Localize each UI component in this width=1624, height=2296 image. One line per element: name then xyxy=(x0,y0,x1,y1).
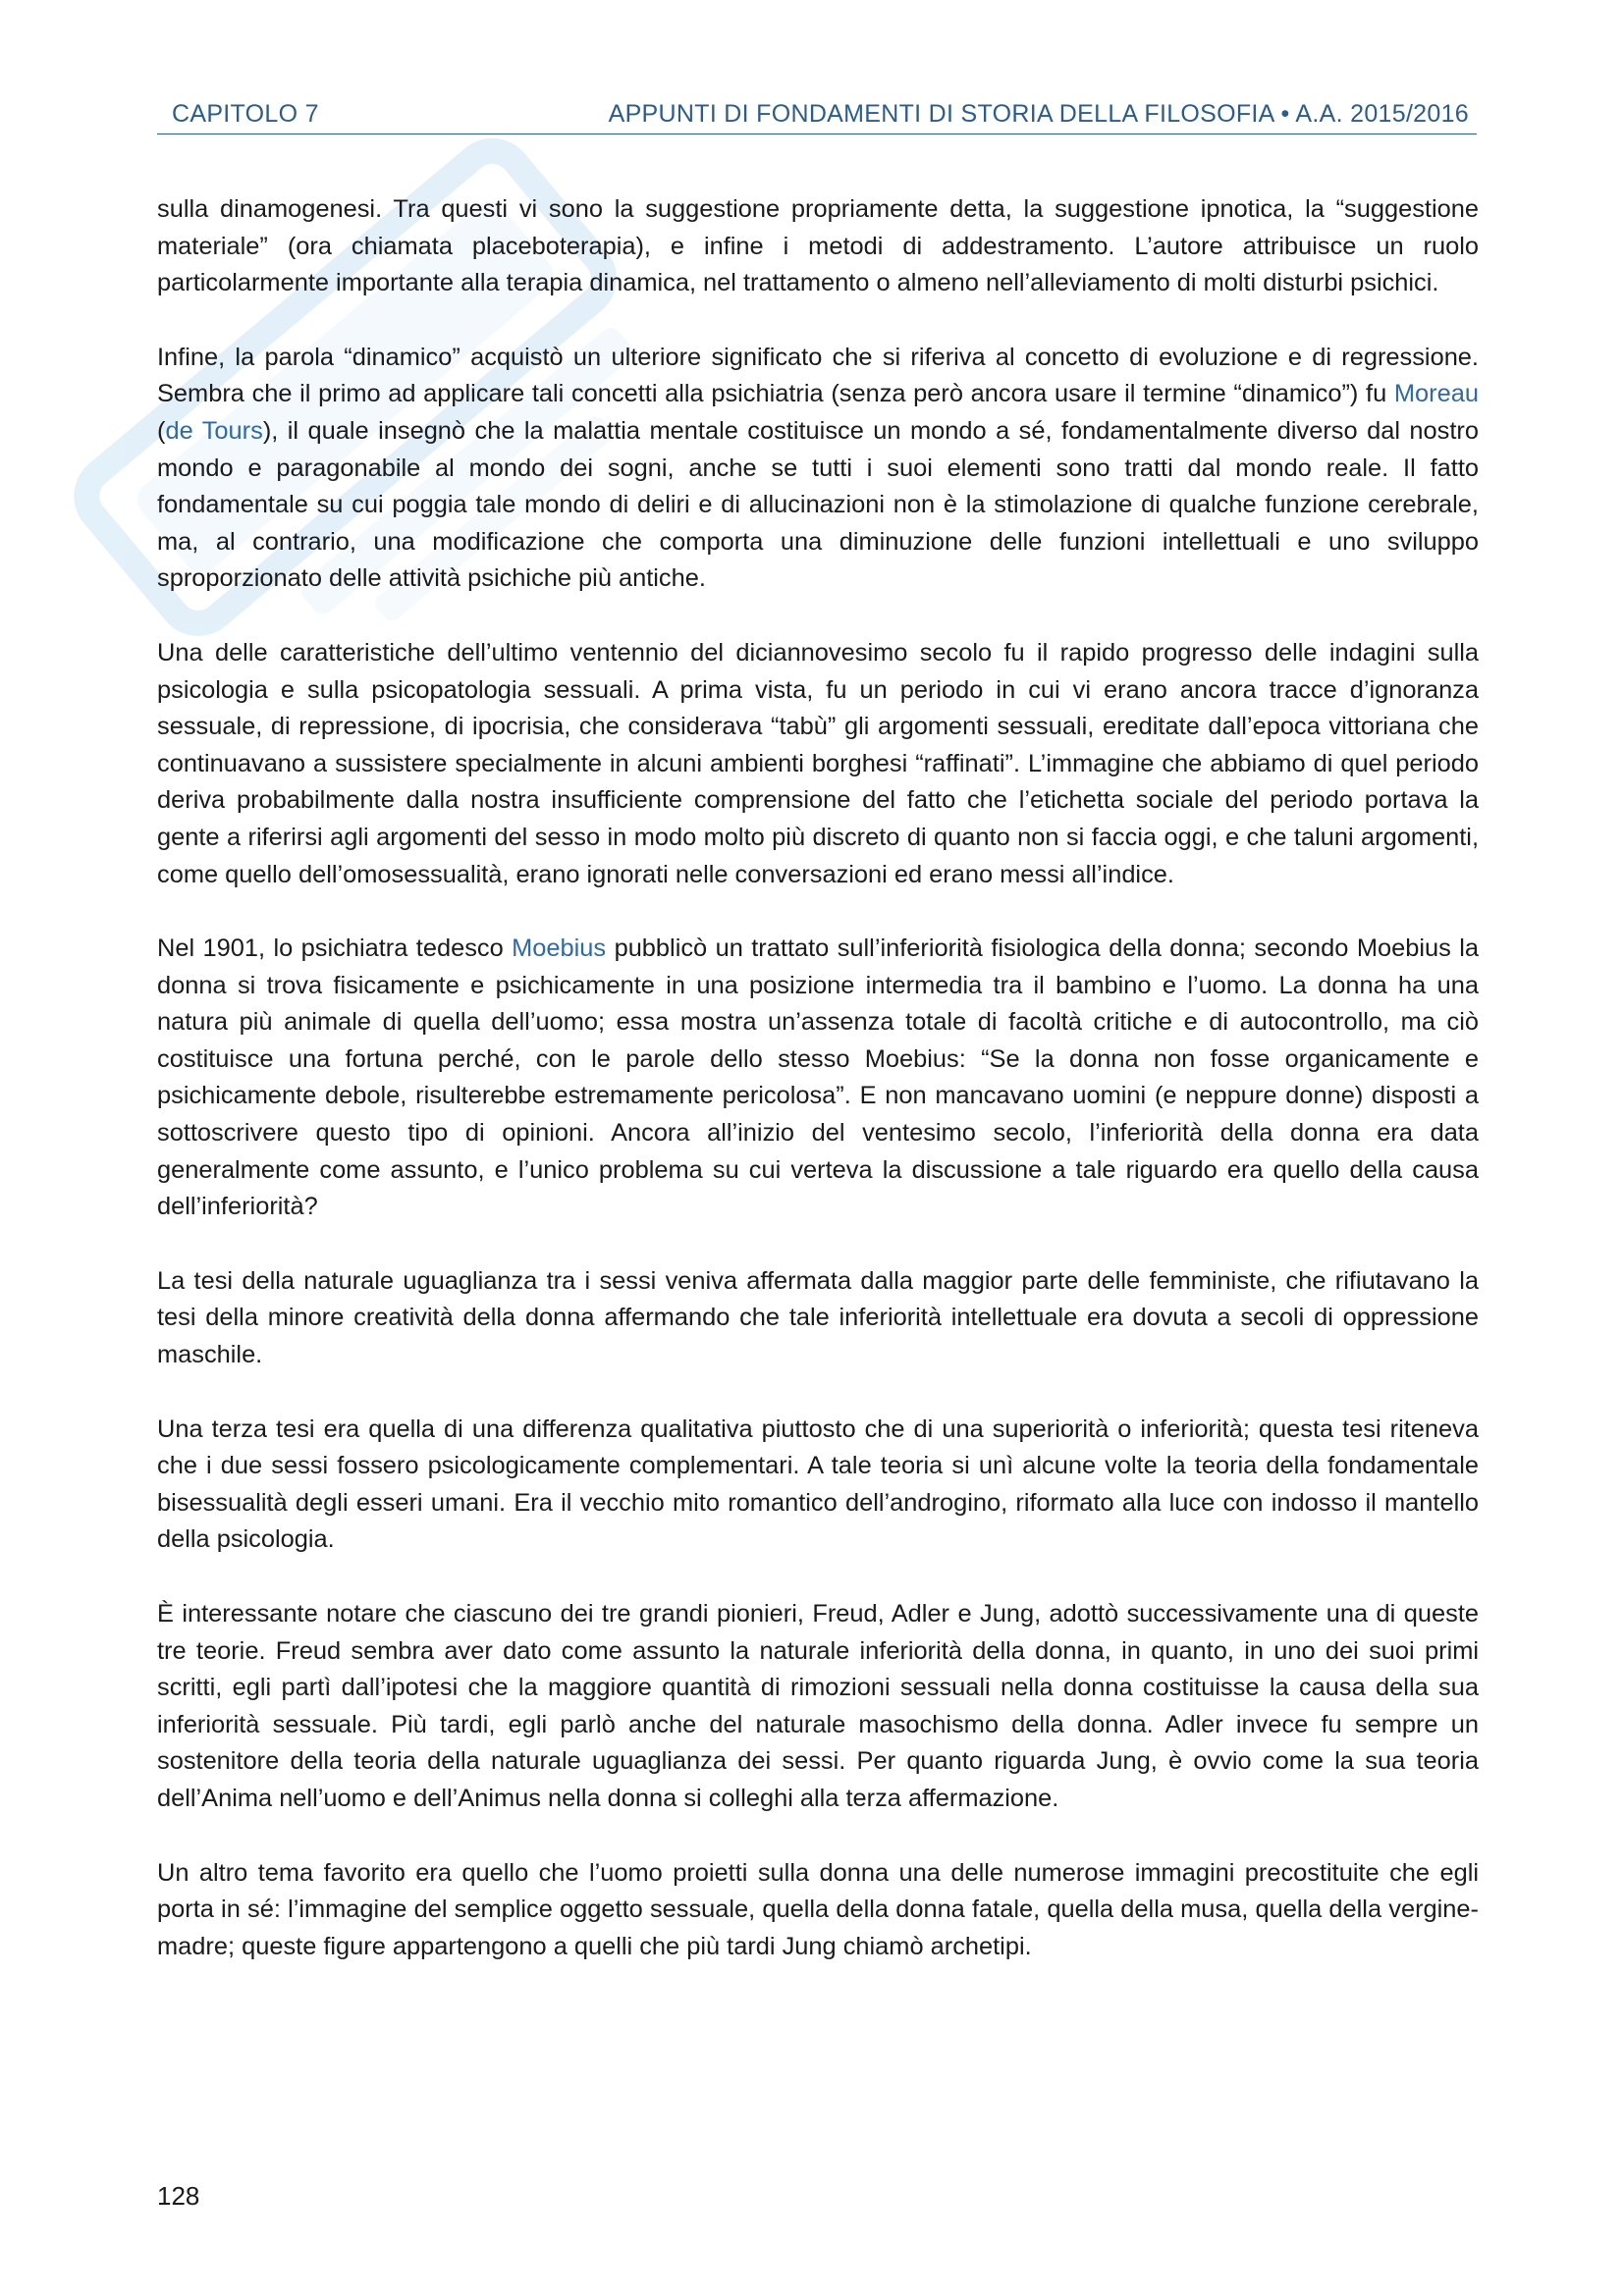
running-header xyxy=(157,94,1477,134)
link-moreau[interactable]: Moreau xyxy=(1393,380,1479,408)
paragraph-2-part-a: Infine, la parola “dinamico” acquistò un ulteriore significato che si riferiva al concetto di evoluzione e di regressione. Sembra che il primo ad applicare tali concetti alla psichiatria (senza però ancora usare il termine “dinamico”) fu xyxy=(157,343,1479,408)
body-text xyxy=(157,191,1479,2002)
paragraph-8: Un altro tema favorito era quello che l’uomo proietti sulla donna una delle numerose immagini precostituite che egli porta in sé: l’immagine del semplice oggetto sessuale, quella della donna fatale, quella della musa, quella della vergine-madre; queste figure appartengono a quelli che più tardi Jung chiamò archetipi. xyxy=(157,1858,1479,1960)
paragraph-2 xyxy=(157,340,1479,598)
link-moebius[interactable]: Moebius xyxy=(512,934,607,963)
paragraph-7: È interessante notare che ciascuno dei tre grandi pionieri, Freud, Adler e Jung, adottò successivamente una di queste tre teorie. Freud sembra aver dato come assunto la naturale inferiorità della donna, in quanto, in uno dei suoi primi scritti, egli partì dall’ipotesi che la maggiore quantità di rimozioni sessuali nella donna costituisse la causa della sua inferiorità sessuale. Più tardi, egli parlò anche del naturale masochismo della donna. Adler invece fu sempre un sostenitore della teoria della naturale uguaglianza dei sessi. Per quanto riguarda Jung, è ovvio come la sua teoria dell’Anima nell’uomo e dell’Animus nella donna si colleghi alla terza affermazione. xyxy=(157,1600,1479,1812)
paragraph-5: La tesi della naturale uguaglianza tra i sessi veniva affermata dalla maggior parte delle femministe, che rifiutavano la tesi della minore creatività della donna affermando che tale inferiorità intellettuale era dovuta a secoli di oppressione maschile. xyxy=(157,1266,1479,1369)
paragraph-6: Una terza tesi era quella di una differenza qualitativa piuttosto che di una superiorità o inferiorità; questa tesi riteneva che i due sessi fossero psicologicamente complementari. A tale teoria si unì alcune volte la teoria della fondamentale bisessualità degli esseri umani. Era il vecchio mito romantico dell’androgino, riformato alla luce con indosso il mantello della psicologia. xyxy=(157,1415,1479,1554)
paragraph-1: sulla dinamogenesi. Tra questi vi sono la suggestione propriamente detta, la suggestione ipnotica, la “suggestione materiale” (ora chiamata placeboterapia), e infine i metodi di addestramento. L’autore attribuisce un ruolo particolarmente importante alla terapia dinamica, nel trattamento o almeno nell’alleviamento di molti disturbi psichici. xyxy=(157,195,1479,297)
paragraph-4 xyxy=(157,931,1479,1226)
header-title: APPUNTI DI FONDAMENTI DI STORIA DELLA FILOSOFIA • A.A. 2015/2016 xyxy=(608,100,1469,128)
header-chapter: CAPITOLO 7 xyxy=(172,100,319,128)
link-de-tours[interactable]: de Tours xyxy=(165,416,263,445)
paragraph-2-part-b: ( xyxy=(157,416,166,445)
paragraph-3: Una delle caratteristiche dell’ultimo ventennio del diciannovesimo secolo fu il rapido progresso delle indagini sulla psicologia e sulla psicopatologia sessuali. A prima vista, fu un periodo in cui vi erano ancora tracce d’ignoranza sessuale, di repressione, di ipocrisia, che considerava “tabù” gli argomenti sessuali, ereditate dall’epoca vittoriana che continuavano a sussistere specialmente in alcuni ambienti borghesi “raffinati”. L’immagine che abbiamo di quel periodo deriva probabilmente dalla nostra insufficiente comprensione del fatto che l’etichetta sociale del periodo portava la gente a riferirsi agli argomenti del sesso in modo molto più discreto di quanto non si faccia oggi, e che taluni argomenti, come quello dell’omosessualità, erano ignorati nelle conversazioni ed erano messi all’indice. xyxy=(157,638,1479,888)
paragraph-4-part-a: Nel 1901, lo psichiatra tedesco xyxy=(157,934,513,963)
paragraph-2-part-c: ), il quale insegnò che la malattia mentale costituisce un mondo a sé, fondamentalmente diverso dal nostro mondo e paragonabile al mondo dei sogni, anche se tutti i suoi elementi sono tratti dal mondo reale. Il fatto fondamentale su cui poggia tale mondo di deliri e di allucinazioni non è la stimolazione di qualche funzione cerebrale, ma, al contrario, una modificazione che comporta una diminuzione delle funzioni intellettuali e uno sviluppo sproporzionato delle attività psichiche più antiche. xyxy=(157,416,1479,593)
paragraph-4-part-b: pubblicò un trattato sull’inferiorità fisiologica della donna; secondo Moebius la donna si trova fisicamente e psichicamente in una posizione intermedia tra il bambino e l’uomo. La donna ha una natura più animale di quella dell’uomo; essa mostra un’assenza totale di facoltà critiche e di autocontrollo, ma ciò costituisce una fortuna perché, con le parole dello stesso Moebius: “Se la donna non fosse organicamente e psichicamente debole, risulterebbe estremamente pericolosa”. E non mancavano uomini (e neppure donne) disposti a sottoscrivere questo tipo di opinioni. Ancora all’inizio del ventesimo secolo, l’inferiorità della donna era data generalmente come assunto, e l’unico problema su cui verteva la discussione a tale riguardo era quello della causa dell’inferiorità? xyxy=(157,934,1479,1221)
page-number: 128 xyxy=(157,2181,200,2211)
